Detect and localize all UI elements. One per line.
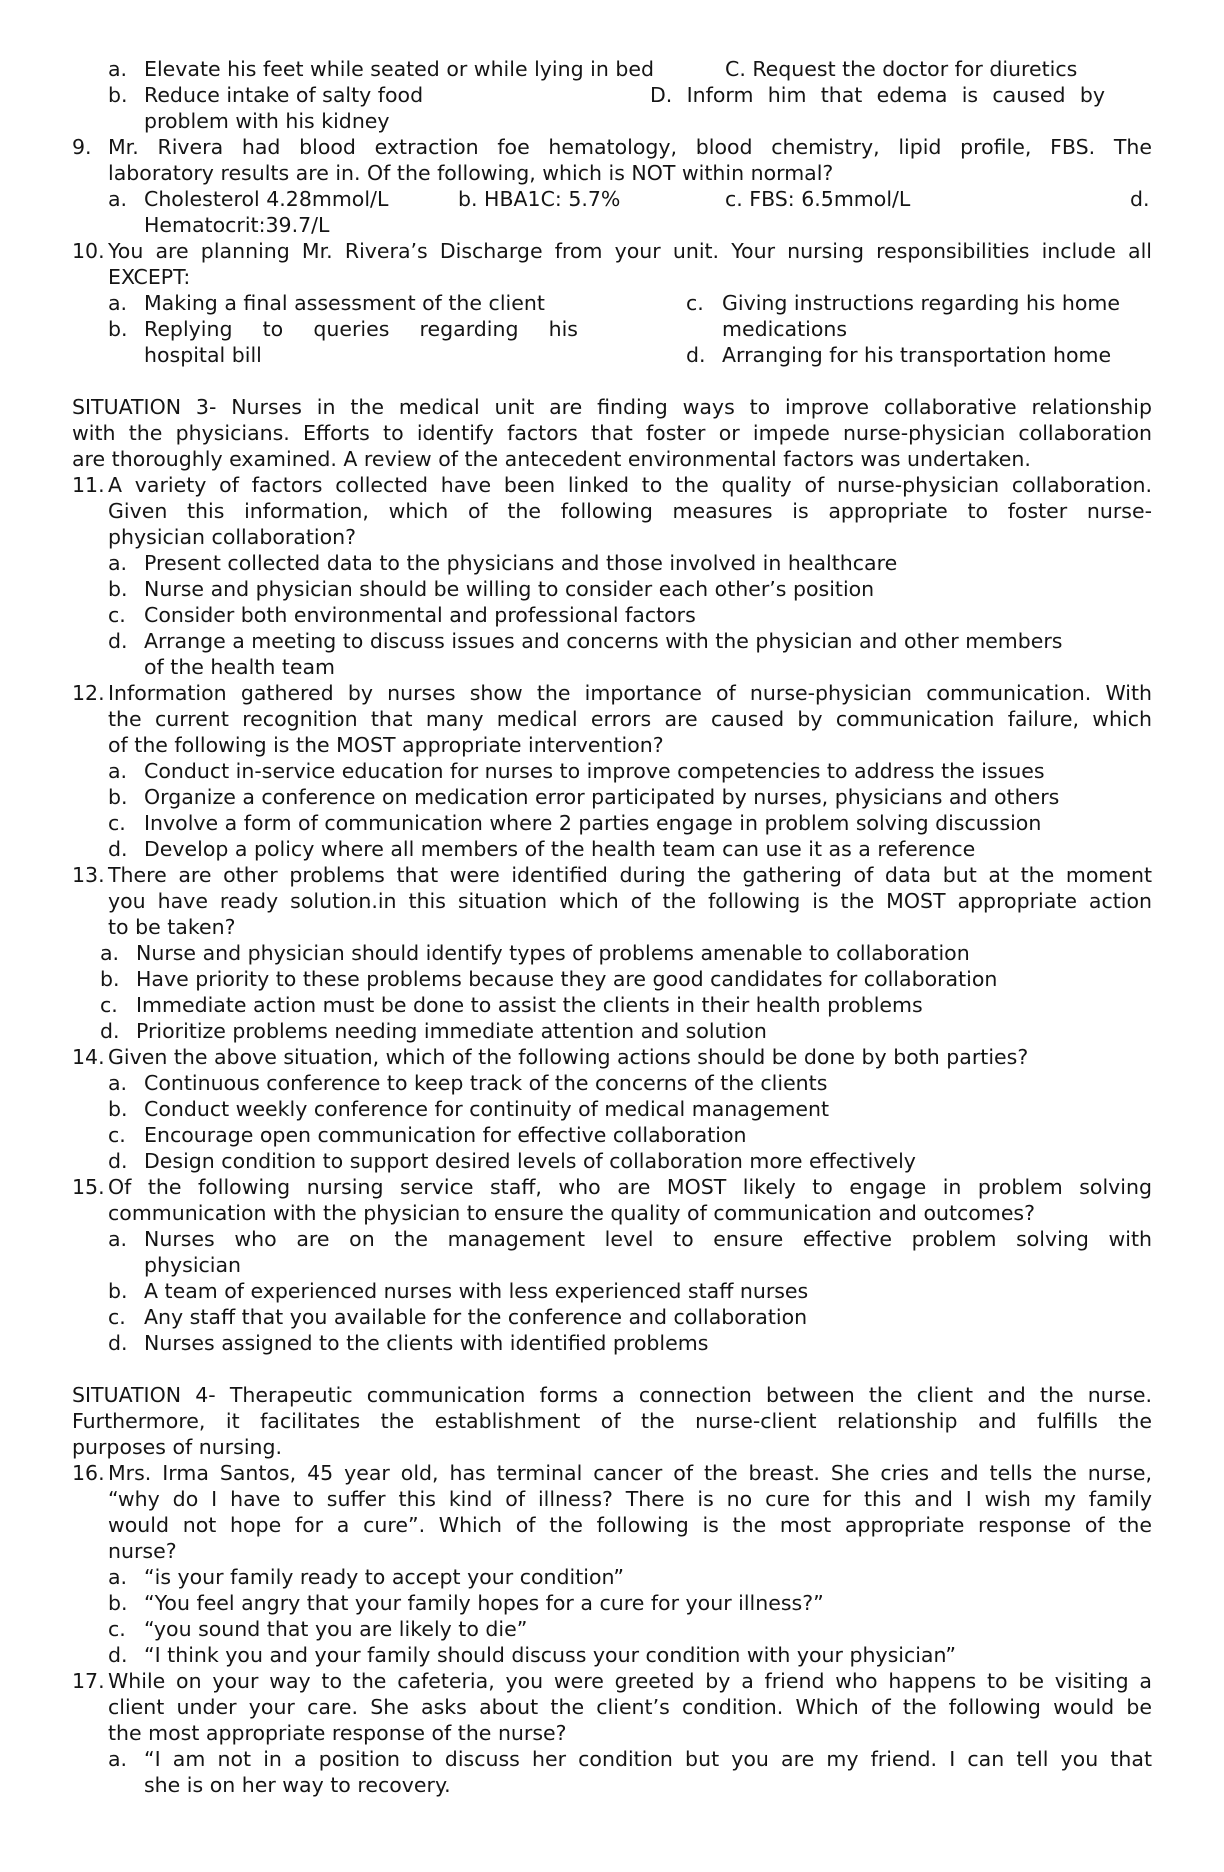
q9-option-b: b. HBA1C: 5.7% [458,187,621,211]
q11-option-c: c. Consider both environmental and professional factors [108,603,696,627]
q15-option-d: d. Nurses assigned to the clients with identified problems [108,1331,709,1355]
q12-option-c: c. Involve a form of communication where 2 parties engage in problem solving discussion [108,811,1042,835]
q17-stem-line3: the most appropriate response of the nurse? [108,1721,567,1745]
q8-option-d-line2: problem with his kidney [144,109,390,133]
q12-stem-line2: the current recognition that many medical errors are caused by communication failure, which [108,707,1152,731]
q11-number: 11. [72,473,105,497]
q17-option-a: a. “I am not in a position to discuss her condition but you are my friend. I can tell you that [108,1747,1152,1771]
q8-option-c: C. Request the doctor for diuretics [725,57,1078,81]
q11-stem-line2: Given this information, which of the following measures is appropriate to foster nurse- [108,499,1152,523]
q17-stem-line2: client under your care. She asks about the client’s condition. Which of the following would be [108,1695,1152,1719]
q9-option-d-value: Hematocrit:39.7/L [144,213,330,237]
q8-option-a: a. Elevate his feet while seated or while lying in bed [108,57,654,81]
situation4-line2: Furthermore, it facilitates the establishment of the nurse-client relationship and fulfills the [72,1409,1152,1433]
q10-option-d: d. Arranging for his transportation home [686,343,1112,367]
q12-stem-line3: of the following is the MOST appropriate intervention? [108,733,664,757]
q10-option-b: b. Replying to queries regarding his [108,317,578,341]
q8-option-b: b. Reduce intake of salty food [108,83,424,107]
q10-stem-line2: EXCEPT: [108,265,191,289]
q14-option-a: a. Continuous conference to keep track of the concerns of the clients [108,1071,828,1095]
q13-option-d: d. Prioritize problems needing immediate attention and solution [100,1019,767,1043]
q14-option-c: c. Encourage open communication for effective collaboration [108,1123,747,1147]
q12-number: 12. [72,681,105,705]
q9-number: 9. [72,135,92,159]
situation3-line1: SITUATION 3- Nurses in the medical unit are finding ways to improve collaborative relationship [72,395,1152,419]
q9-option-d-letter: d. [1130,187,1150,211]
q11-stem-line3: physician collaboration? [108,525,357,549]
q10-stem-line1: You are planning Mr. Rivera’s Discharge from your unit. Your nursing responsibilities include all [108,239,1152,263]
q16-stem-line4: nurse? [108,1539,177,1563]
q13-option-a: a. Nurse and physician should identify types of problems amenable to collaboration [100,941,970,965]
q12-option-b: b. Organize a conference on medication error participated by nurses, physicians and others [108,785,1060,809]
q17-option-a-line2: she is on her way to recovery. [144,1773,451,1797]
q14-stem-line1: Given the above situation, which of the following actions should be done by both parties? [108,1045,1029,1069]
q15-option-c: c. Any staff that you available for the conference and collaboration [108,1305,808,1329]
q14-option-b: b. Conduct weekly conference for continuity of medical management [108,1097,830,1121]
q14-option-d: d. Design condition to support desired levels of collaboration more effectively [108,1149,916,1173]
q9-stem-line1: Mr. Rivera had blood extraction foe hematology, blood chemistry, lipid profile, FBS. The [108,135,1152,159]
q13-stem-line2: you have ready solution.in this situation which of the following is the MOST appropriate action [108,889,1152,913]
q13-stem-line1: There are other problems that were identified during the gathering of data but at the moment [108,863,1152,887]
q8-option-d-line1: D. Inform him that edema is caused by [650,83,1105,107]
q15-option-b: b. A team of experienced nurses with less experienced staff nurses [108,1279,809,1303]
q11-option-d: d. Arrange a meeting to discuss issues and concerns with the physician and other members [108,629,1063,653]
q12-option-d: d. Develop a policy where all members of the health team can use it as a reference [108,837,976,861]
q15-stem-line1: Of the following nursing service staff, who are MOST likely to engage in problem solving [108,1175,1152,1199]
q16-number: 16. [72,1461,105,1485]
q13-number: 13. [72,863,105,887]
q13-option-c: c. Immediate action must be done to assist the clients in their health problems [100,993,923,1017]
q16-stem-line2: “why do I have to suffer this kind of illness? There is no cure for this and I wish my family [108,1487,1152,1511]
q13-stem-line3: to be taken? [108,915,236,939]
q15-option-a: a. Nurses who are on the management level to ensure effective problem solving with [108,1227,1152,1251]
q9-option-a: a. Cholesterol 4.28mmol/L [108,187,389,211]
q16-option-d: d. “I think you and your family should discuss your condition with your physician” [108,1643,956,1667]
q10-option-c-line2: medications [722,317,848,341]
situation3-line2: with the physicians. Efforts to identify factors that foster or impede nurse-physician collaboration [72,421,1152,445]
q10-option-b-line2: hospital bill [144,343,262,367]
situation3-line3: are thoroughly examined. A review of the antecedent environmental factors was undertaken. [72,447,1031,471]
q17-stem-line1: While on your way to the cafeteria, you were greeted by a friend who happens to be visiting a [108,1669,1152,1693]
q12-stem-line1: Information gathered by nurses show the importance of nurse-physician communication. With [108,681,1152,705]
q13-option-b: b. Have priority to these problems because they are good candidates for collaboration [100,967,998,991]
q16-stem-line1: Mrs. Irma Santos, 45 year old, has terminal cancer of the breast. She cries and tells the nurse, [108,1461,1152,1485]
q16-option-c: c. “you sound that you are likely to die” [108,1617,528,1641]
q10-option-c: c. Giving instructions regarding his home [686,291,1120,315]
q16-option-b: b. “You feel angry that your family hopes for a cure for your illness?” [108,1591,824,1615]
q16-stem-line3: would not hope for a cure”. Which of the following is the most appropriate response of the [108,1513,1152,1537]
q12-option-a: a. Conduct in-service education for nurses to improve competencies to address the issues [108,759,1045,783]
q11-option-a: a. Present collected data to the physicians and those involved in healthcare [108,551,898,575]
q9-stem-line2: laboratory results are in. Of the following, which is NOT within normal? [108,161,834,185]
q11-stem-line1: A variety of factors collected have been linked to the quality of nurse-physician collaboration. [108,473,1152,497]
q15-number: 15. [72,1175,105,1199]
q10-option-a: a. Making a final assessment of the client [108,291,545,315]
q15-option-a-line2: physician [144,1253,242,1277]
q11-option-b: b. Nurse and physician should be willing to consider each other’s position [108,577,875,601]
q17-number: 17. [72,1669,105,1693]
q14-number: 14. [72,1045,105,1069]
situation4-line3: purposes of nursing. [72,1435,283,1459]
q15-stem-line2: communication with the physician to ensure the quality of communication and outcomes? [108,1201,1035,1225]
q9-option-c: c. FBS: 6.5mmol/L [725,187,911,211]
q10-number: 10. [72,239,105,263]
q11-option-d-line2: of the health team [144,655,336,679]
q16-option-a: a. “is your family ready to accept your condition” [108,1565,624,1589]
situation4-line1: SITUATION 4- Therapeutic communication forms a connection between the client and the nurse. [72,1383,1152,1407]
